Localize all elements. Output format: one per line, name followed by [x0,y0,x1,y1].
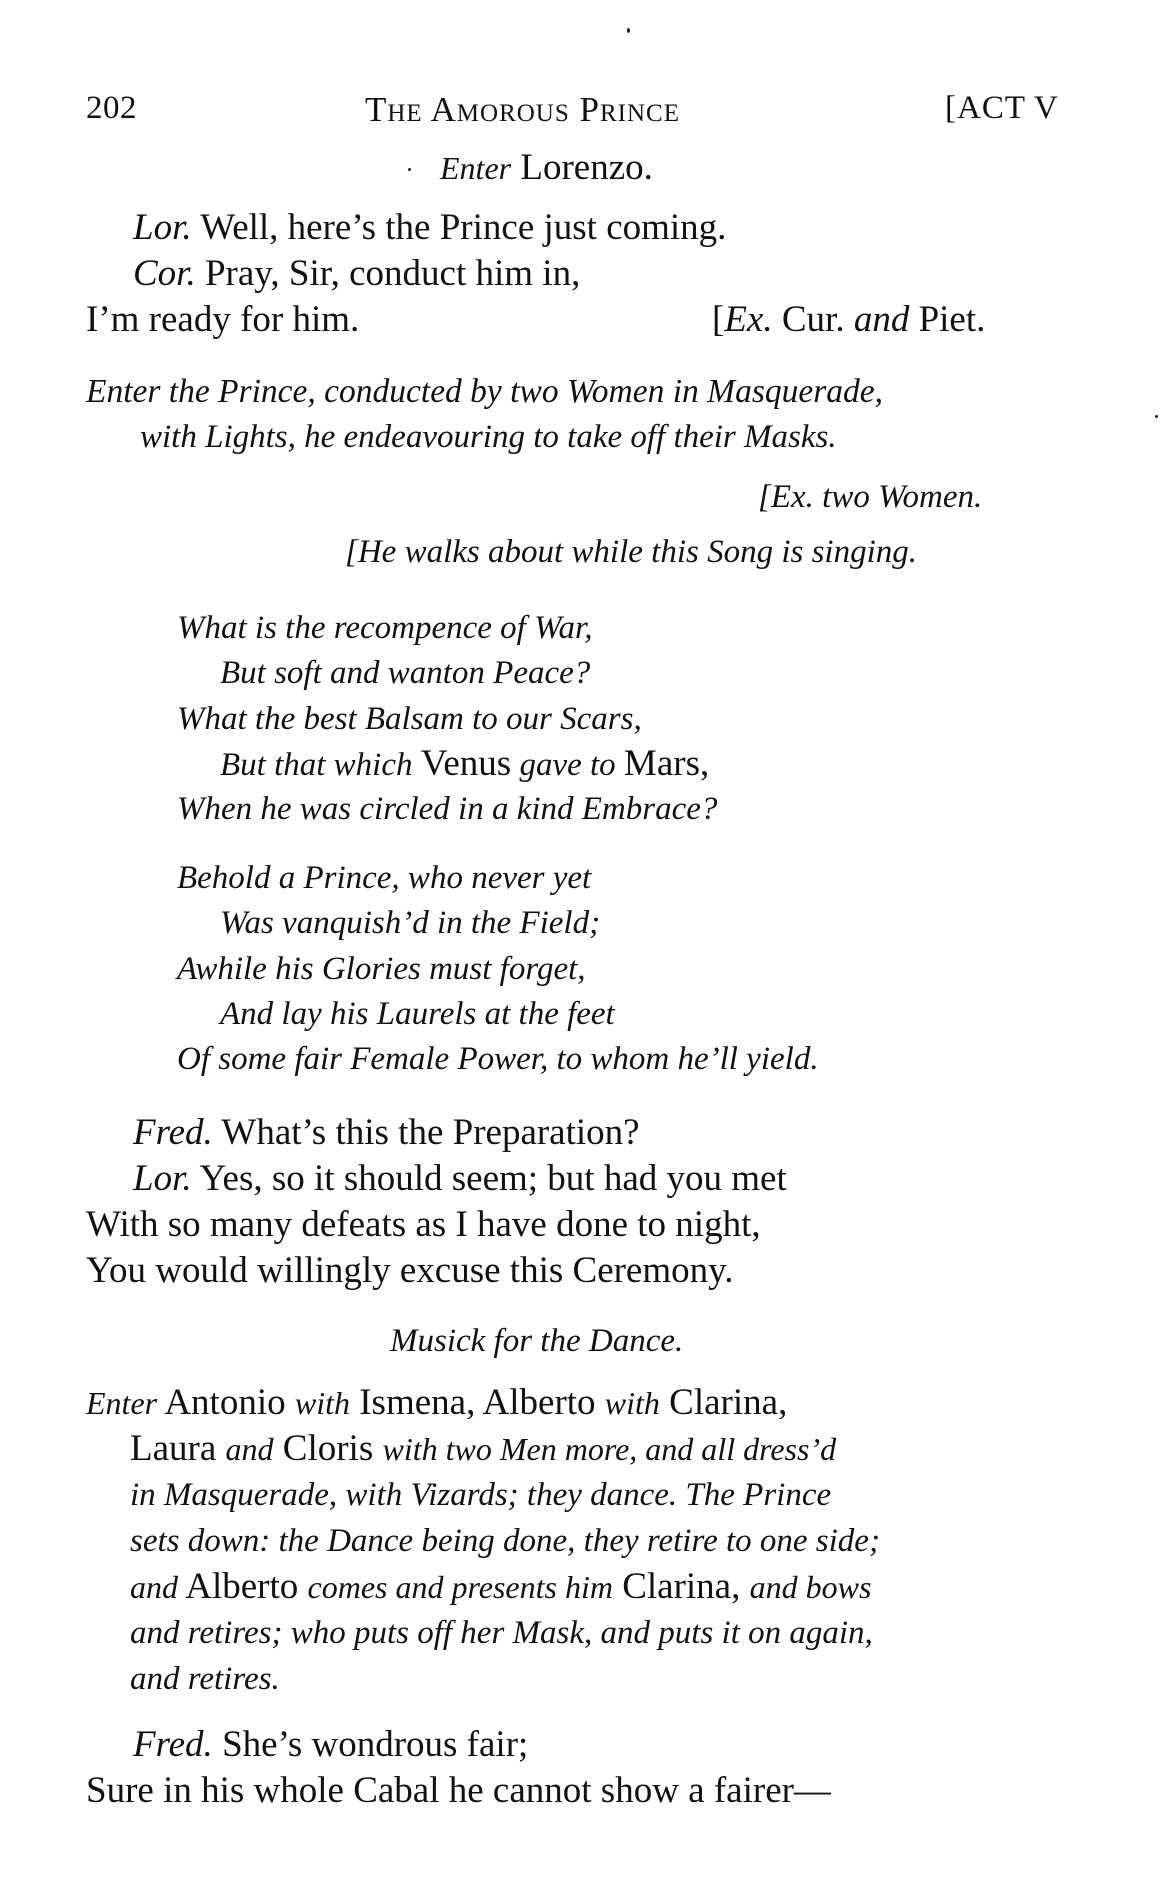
dd-fragment: and [130,1569,178,1605]
stage-direction: with Lights, he endeavouring to take off their Masks. [140,419,837,455]
speech-text: What’s this the Preparation? [221,1112,640,1153]
song-line: Of some fair Female Power, to whom he’ll yield. [177,1041,819,1077]
speaker-label: Lor. [133,207,192,248]
song-line: When he was circled in a kind Embrace? [177,791,718,827]
dd-name: Ismena, Alberto [359,1382,596,1423]
stage-direction: [He walks about while this Song is singing. [345,534,918,570]
stage-direction-enter-lorenzo [440,145,653,191]
sd-enter-word: Enter [440,150,512,186]
and-word: and [853,299,910,340]
speech-text: She’s wondrous fair; [222,1724,529,1765]
speech-line: You would willingly excuse this Ceremony. [86,1250,734,1291]
speech-line: With so many defeats as I have done to night, [86,1204,761,1245]
sd-lorenzo-name: Lorenzo. [520,147,653,188]
dance-direction-line: and retires; who puts off her Mask, and puts it on again, [130,1615,873,1651]
speech-line: I’m ready for him. [86,299,360,340]
dd-name: Cloris [282,1428,374,1469]
dance-direction-line [130,1564,871,1610]
page-number: 202 [86,90,137,126]
speck-title [408,168,411,171]
song-line: Behold a Prince, who never yet [177,860,592,896]
song-line: But soft and wanton Peace? [220,655,591,691]
song-line: What the best Balsam to our Scars, [177,701,642,737]
dd-fragment: comes and presents him [307,1569,613,1605]
dd-name: Laura [130,1428,217,1469]
song-line [220,741,709,788]
piet-name: Piet. [918,299,986,340]
dd-name: Clarina, [622,1566,741,1607]
running-title: The Amorous Prince [365,90,680,129]
stage-direction: Enter the Prince, conducted by two Women in Masquerade, [86,373,883,410]
song-fragment: But that which [220,747,413,783]
dd-fragment: Enter [86,1385,158,1421]
dance-direction-line [130,1426,836,1472]
mars-name: Mars, [623,743,710,784]
speech-line [133,1110,640,1156]
dd-fragment: with [294,1385,350,1421]
dance-direction-line [86,1380,787,1426]
dance-direction-line: and retires. [130,1661,280,1697]
song-fragment: gave to [519,747,616,783]
bracket: [ [712,299,725,340]
speech-line [133,1722,528,1768]
speaker-label: Lor. [133,1158,192,1199]
speaker-label: Fred. [133,1724,213,1765]
act-label: [ACT V [945,90,1059,126]
speech-text: Well, here’s the Prince just coming. [200,207,727,248]
dd-fragment: and [225,1431,274,1467]
song-line: Awhile his Glories must forget, [177,951,586,987]
song-line: Was vanquish’d in the Field; [220,905,601,941]
speech-text: Pray, Sir, conduct him in, [204,253,581,294]
speech-line [133,251,580,297]
speech-text: Yes, so it should seem; but had you met [199,1158,787,1199]
venus-name: Venus [420,743,512,784]
speck-top [627,28,630,33]
speaker-label: Fred. [133,1112,213,1153]
dd-fragment: and bows [749,1569,872,1605]
exit-direction [712,297,985,343]
dd-name: Clarina, [669,1382,788,1423]
dance-direction-line: in Masquerade, with Vizards; they dance. The Prince [130,1477,832,1513]
speech-line: Sure in his whole Cabal he cannot show a fairer— [86,1770,831,1811]
song-line: And lay his Laurels at the feet [220,996,615,1032]
cur-name: Cur. [781,299,845,340]
exit-direction: [Ex. two Women. [758,479,983,515]
song-line: What is the recompence of War, [177,610,593,646]
speech-line [133,205,726,251]
dance-direction-line: sets down: the Dance being done, they retire to one side; [130,1523,880,1559]
stage-direction-musick: Musick for the Dance. [390,1323,684,1359]
ex-word: Ex. [724,299,773,340]
speech-line [133,1156,787,1202]
dd-fragment: with two Men more, and all dress’d [382,1431,837,1467]
speck-margin [1155,415,1158,418]
dd-name: Alberto [185,1566,299,1607]
speaker-label: Cor. [133,253,196,294]
dd-name: Antonio [164,1382,286,1423]
dd-fragment: with [604,1385,660,1421]
